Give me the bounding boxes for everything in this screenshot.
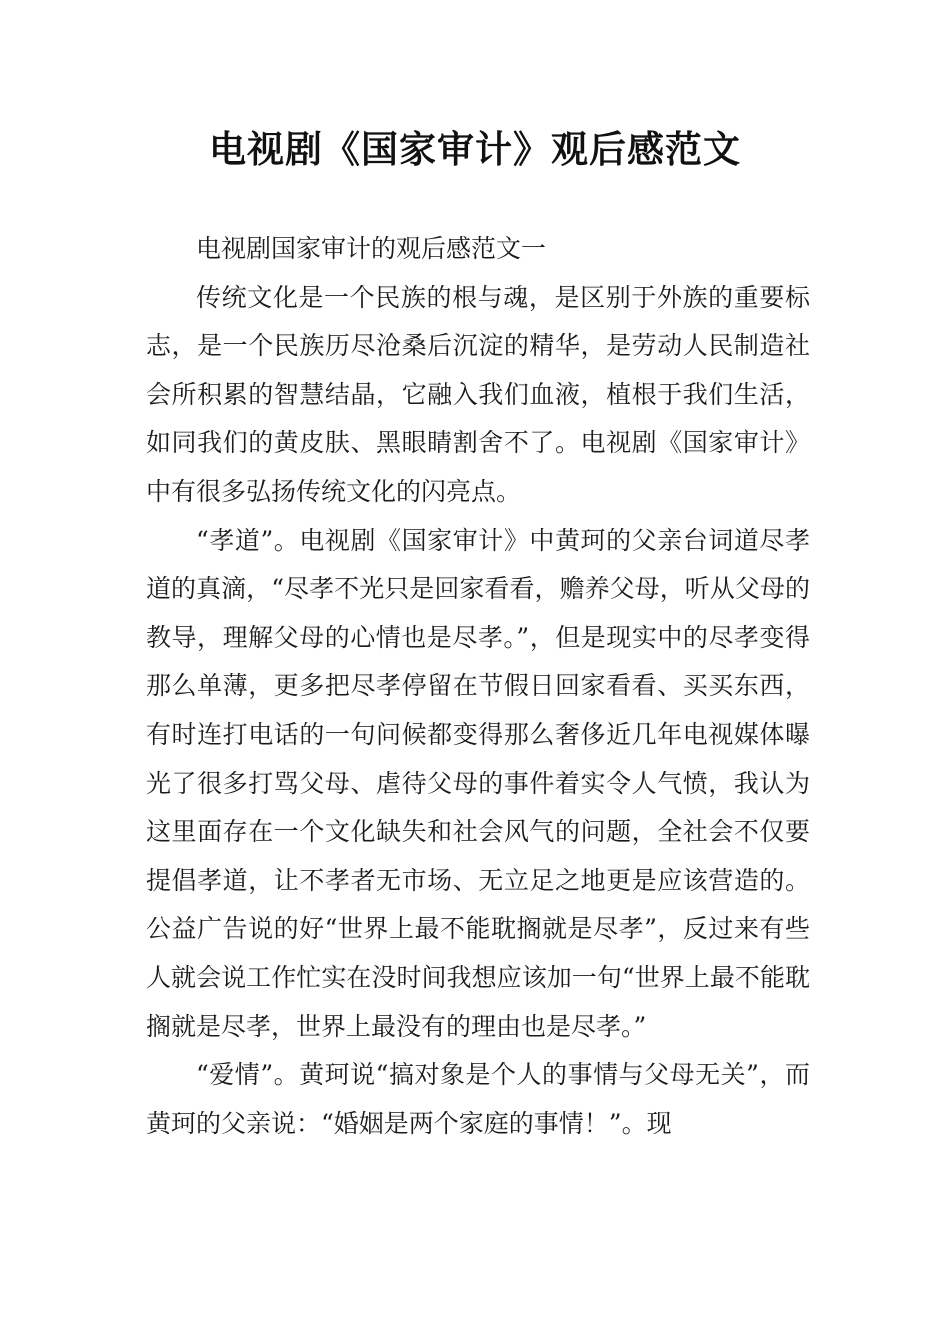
paragraph-subtitle: 电视剧国家审计的观后感范文一 <box>196 234 547 263</box>
document-body <box>146 225 810 1148</box>
paragraph-love: “爱情”。黄珂说“搞对象是个人的事情与父母无关”，而黄珂的父亲说：“婚姻是两个家庭的事情！”。现 <box>146 1060 810 1138</box>
document-title: 电视剧《国家审计》观后感范文 <box>209 128 741 171</box>
paragraph-filial-piety: “孝道”。电视剧《国家审计》中黄珂的父亲台词道尽孝道的真滴，“尽孝不光只是回家看看，赡养父母，听从父母的教导，理解父母的心情也是尽孝。”，但是现实中的尽孝变得那么单薄，更多把尽孝停留在节假日回家看看、买买东西，有时连打电话的一句问候都变得那么奢侈近几年电视媒体曝光了很多打骂父母、虐待父母的事件着实令人气愤，我认为这里面存在一个文化缺失和社会风气的问题，全社会不仅要提倡孝道，让不孝者无市场、无立足之地更是应该营造的。公益广告说的好“世界上最不能耽搁就是尽孝”，反过来有些人就会说工作忙实在没时间我想应该加一句“世界上最不能耽搁就是尽孝，世界上最没有的理由也是尽孝。” <box>146 525 810 1041</box>
paragraph-traditional-culture: 传统文化是一个民族的根与魂，是区别于外族的重要标志，是一个民族历尽沧桑后沉淀的精华，是劳动人民制造社会所积累的智慧结晶，它融入我们血液，植根于我们生活，如同我们的黄皮肤、黑眼睛割舍不了。电视剧《国家审计》中有很多弘扬传统文化的闪亮点。 <box>146 282 810 506</box>
